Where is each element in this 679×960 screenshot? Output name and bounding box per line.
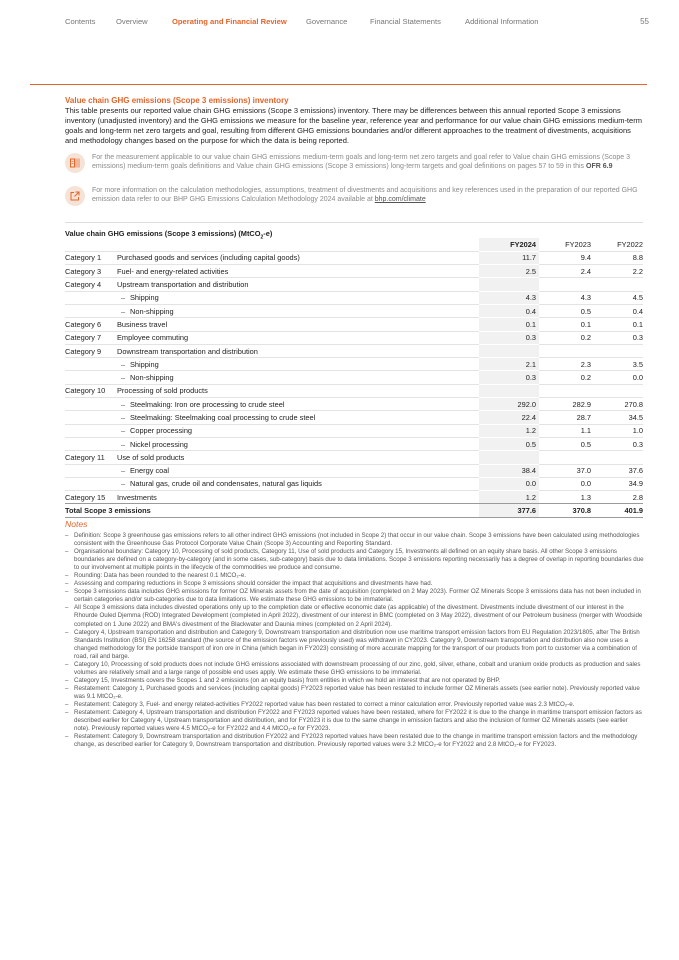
table-row — [65, 398, 643, 411]
row-category: Category 1 — [65, 251, 117, 264]
row-label: Upstream transportation and distribution — [117, 278, 479, 291]
value-fy2023: 28.7 — [539, 411, 591, 424]
value-fy2022: 34.5 — [591, 411, 643, 424]
row-label: – Non-shipping — [117, 371, 479, 384]
value-fy2024: 11.7 — [479, 251, 539, 264]
value-fy2024: 0.3 — [479, 331, 539, 344]
row-label: – Energy coal — [117, 464, 479, 477]
value-fy2024: 0.1 — [479, 318, 539, 331]
value-fy2022 — [591, 384, 643, 397]
table-row — [65, 318, 643, 331]
scope3-emissions-table — [65, 238, 643, 518]
row-category: Category 10 — [65, 384, 117, 397]
row-category — [65, 464, 117, 477]
row-label: Business travel — [117, 318, 479, 331]
row-label: Investments — [117, 491, 479, 504]
note-item: – Category 10, Processing of sold products does not include GHG emissions associated with downstream processing of our zinc, gold, silver, ethane, cobalt and uranium oxide products as production and sales volumes are relatively small and a large range of possible end uses apply. We estimate these GHG emissions to be immaterial. — [65, 661, 645, 677]
value-fy2024: 0.0 — [479, 477, 539, 490]
row-category — [65, 477, 117, 490]
note-item: – Category 4, Upstream transportation and distribution and Category 9, Downstream transportation and distribution now use maritime transport emission factors from EU Regulation 2023/1805, after The British Standards Institution (BSI) EN 16258 standard (the source of the emission factors we previously used) was withdrawn in CY2023. Category 9, Downstream transportation and distribution also now uses a changed methodology for the portside transport of iron ore in China (which began in FY2023) consisting of more accurate mapping for the transport of our products from port to customer via a combination of road, rail and barge. — [65, 629, 645, 661]
section-intro: This table presents our reported value chain GHG emissions (Scope 3 emissions) inventory. There may be differences between this annual reported Scope 3 emissions inventory (unadjusted inventory) and the GHG emissions we measure for the baseline year, reference year and performance for our value chain GHG emissions medium-term goals and long-term net zero targets and goal, resulting from different GHG emissions boundaries and/or different approaches to the treatment of divestments, acquisitions and methodology changes based on the purpose for which the data is being reported. — [65, 106, 642, 145]
value-fy2022: 37.6 — [591, 464, 643, 477]
row-label: Downstream transportation and distribution — [117, 344, 479, 357]
table-row — [65, 304, 643, 317]
value-fy2024: 1.2 — [479, 424, 539, 437]
value-fy2024: 2.5 — [479, 265, 539, 278]
row-category: Category 4 — [65, 278, 117, 291]
header-fy2023: FY2023 — [565, 239, 591, 249]
table-row — [65, 251, 643, 264]
row-category — [65, 358, 117, 371]
table-row — [65, 451, 643, 464]
table-row — [65, 411, 643, 424]
row-label: – Non-shipping — [117, 304, 479, 317]
value-fy2023 — [539, 344, 591, 357]
value-fy2024 — [479, 451, 539, 464]
callout-methodology-text: For more information on the calculation methodologies, assumptions, treatment of divestments and acquisitions and key references used in the preparation of our reported GHG emission data refer to our BHP GHG Emissions Calculation Methodology 2024 available at — [92, 187, 638, 204]
table-row — [65, 344, 643, 357]
row-category: Category 9 — [65, 344, 117, 357]
value-fy2023: 1.3 — [539, 491, 591, 504]
bhp-climate-link[interactable]: bhp.com/climate — [374, 196, 426, 204]
value-fy2022: 34.9 — [591, 477, 643, 490]
top-navigation — [65, 17, 649, 29]
table-header-row — [65, 238, 643, 251]
note-item: – Scope 3 emissions data includes GHG emissions for former OZ Minerals assets from the date of acquisition (completed on 2 May 2023). Former OZ Minerals Scope 3 emissions data has not been included in certain categories and/or sub-categories due to data limitations. We estimate these GHG emissions to be immaterial. — [65, 588, 645, 604]
row-label: – Steelmaking: Iron ore processing to crude steel — [117, 398, 479, 411]
value-fy2024: 1.2 — [479, 491, 539, 504]
table-row — [65, 424, 643, 437]
row-label: Purchased goods and services (including capital goods) — [117, 251, 479, 264]
note-item: – Definition: Scope 3 greenhouse gas emissions refers to all other indirect GHG emissions (not included in Scope 2) that occur in our value chain. Scope 3 emissions have been calculated using methodologies consistent with the Greenhouse Gas Protocol Corporate Value Chain (Scope 3) Accounting and Reporting Standard. — [65, 532, 645, 548]
nav-tab-financial-statements[interactable]: Financial Statements — [370, 17, 441, 26]
row-label: – Natural gas, crude oil and condensates, natural gas liquids — [117, 477, 479, 490]
header-rule — [30, 84, 647, 85]
value-fy2024: 22.4 — [479, 411, 539, 424]
page-number: 55 — [640, 17, 649, 26]
value-fy2024 — [479, 344, 539, 357]
note-item: – Category 15, Investments covers the Scopes 1 and 2 emissions (on an equity basis) from entities in which we hold an interest that are not operated by BHP. — [65, 677, 645, 685]
row-category: Category 7 — [65, 331, 117, 344]
callout-goals-text: For the measurement applicable to our value chain GHG emissions medium-term goals and long-term net zero targets and goal refer to Value chain GHG emissions (Scope 3 emissions) medium-term goals definitions and Value chain GHG emissions (Scope 3 emissions) long-term targets and goal definitions on pages 57 to 59 in this — [92, 154, 630, 171]
value-fy2022: 2.2 — [591, 265, 643, 278]
note-item: – Restatement: Category 4, Upstream transportation and distribution FY2022 and FY2023 reported values have been restated, where for FY2022 it is due to the change in maritime transport emission factors as described earlier for Category 4, Upstream transportation and distribution, and for FY2023 it is due to the same change in emission factors and also the inclusion of former OZ Minerals assets (see earlier note). Previously reported values were 4.5 MtCO₂-e for FY2022 and 4.4 MtCO₂-e for FY2023. — [65, 709, 645, 733]
value-fy2022: 0.3 — [591, 331, 643, 344]
row-category: Category 15 — [65, 491, 117, 504]
value-fy2023: 1.1 — [539, 424, 591, 437]
value-fy2023: 282.9 — [539, 398, 591, 411]
value-fy2023: 2.4 — [539, 265, 591, 278]
note-item: – Assessing and comparing reductions in Scope 3 emissions should consider the impact that acquisitions and divestments have had. — [65, 580, 645, 588]
header-fy2024: FY2024 — [479, 238, 539, 251]
section-divider — [65, 222, 643, 223]
note-item: – Restatement: Category 9, Downstream transportation and distribution FY2022 and FY2023 reported values have been restated due to the change in maritime transport emission factors and the methodology change, as described earlier for Category 9, Downstream transportation and distribution. Previously reported values were 3.2 MtCO₂-e for FY2022 and 2.8 MtCO₂-e for FY2023. — [65, 733, 645, 749]
table-row — [65, 331, 643, 344]
table-row — [65, 291, 643, 304]
total-fy2022: 401.9 — [591, 504, 643, 517]
value-fy2024: 2.1 — [479, 358, 539, 371]
value-fy2022 — [591, 344, 643, 357]
value-fy2023: 4.3 — [539, 291, 591, 304]
value-fy2024: 0.3 — [479, 371, 539, 384]
value-fy2024 — [479, 278, 539, 291]
note-item: – Organisational boundary: Category 10, Processing of sold products, Category 11, Use of sold products and Category 15, Investments all defined on an equity share basis. All other Scope 3 emissions boundaries are defined on a category-by-category (and in some cases, sub-category) basis due to data limitations. Scope 3 emissions reporting necessarily has a degree of overlap in reporting boundaries due to our involvement at multiple points in the lifecycle of the commodities we produce and consume. — [65, 548, 645, 572]
total-row — [65, 504, 643, 517]
value-fy2022: 3.5 — [591, 358, 643, 371]
table-row — [65, 477, 643, 490]
table-row — [65, 358, 643, 371]
value-fy2023 — [539, 451, 591, 464]
nav-tab-additional-information[interactable]: Additional Information — [465, 17, 539, 26]
value-fy2024: 38.4 — [479, 464, 539, 477]
total-fy2023: 370.8 — [539, 504, 591, 517]
external-link-icon — [65, 186, 85, 206]
row-label: Use of sold products — [117, 451, 479, 464]
value-fy2022: 1.0 — [591, 424, 643, 437]
value-fy2023: 0.5 — [539, 437, 591, 450]
value-fy2022: 4.5 — [591, 291, 643, 304]
nav-tab-overview[interactable]: Overview — [116, 17, 148, 26]
value-fy2023: 0.1 — [539, 318, 591, 331]
row-category: Category 3 — [65, 265, 117, 278]
nav-tab-contents[interactable]: Contents — [65, 17, 96, 26]
row-category — [65, 371, 117, 384]
row-label: Fuel- and energy-related activities — [117, 265, 479, 278]
row-category — [65, 304, 117, 317]
value-fy2024 — [479, 384, 539, 397]
nav-tab-operating-financial-review[interactable]: Operating and Financial Review — [172, 17, 287, 26]
row-label: Processing of sold products — [117, 384, 479, 397]
value-fy2023: 37.0 — [539, 464, 591, 477]
value-fy2023: 2.3 — [539, 358, 591, 371]
value-fy2024: 292.0 — [479, 398, 539, 411]
table-row — [65, 437, 643, 450]
note-item: – Restatement: Category 1, Purchased goods and services (including capital goods) FY2023 reported value has been restated to include former OZ Minerals assets (see earlier note). Previously reported value was 9.1 MtCO₂-e. — [65, 685, 645, 701]
row-category: Category 11 — [65, 451, 117, 464]
row-category — [65, 437, 117, 450]
row-category: Category 6 — [65, 318, 117, 331]
value-fy2022: 0.3 — [591, 437, 643, 450]
value-fy2023: 9.4 — [539, 251, 591, 264]
table-row — [65, 491, 643, 504]
row-category — [65, 398, 117, 411]
value-fy2023: 0.5 — [539, 304, 591, 317]
value-fy2022 — [591, 278, 643, 291]
value-fy2022: 270.8 — [591, 398, 643, 411]
value-fy2022: 8.8 — [591, 251, 643, 264]
row-label: – Copper processing — [117, 424, 479, 437]
value-fy2022: 0.1 — [591, 318, 643, 331]
value-fy2023 — [539, 278, 591, 291]
section-title: Value chain GHG emissions (Scope 3 emissions) inventory — [65, 96, 289, 105]
value-fy2024: 0.4 — [479, 304, 539, 317]
value-fy2022: 0.0 — [591, 371, 643, 384]
row-label: – Shipping — [117, 358, 479, 371]
table-row — [65, 265, 643, 278]
row-label: – Steelmaking: Steelmaking coal processing to crude steel — [117, 411, 479, 424]
notes-title: Notes — [65, 519, 88, 529]
value-fy2023: 0.2 — [539, 331, 591, 344]
row-label: Employee commuting — [117, 331, 479, 344]
value-fy2022: 0.4 — [591, 304, 643, 317]
header-fy2022: FY2022 — [617, 239, 643, 249]
row-label: – Shipping — [117, 291, 479, 304]
table-row — [65, 464, 643, 477]
value-fy2023: 0.0 — [539, 477, 591, 490]
note-item: – Rounding: Data has been rounded to the nearest 0.1 MtCO₂-e. — [65, 572, 645, 580]
callout-goals-definitions — [65, 153, 645, 181]
table-row — [65, 384, 643, 397]
value-fy2024: 0.5 — [479, 437, 539, 450]
book-icon — [65, 153, 85, 173]
ofr-reference-link[interactable]: OFR 6.9 — [586, 163, 613, 171]
table-row — [65, 278, 643, 291]
row-category — [65, 424, 117, 437]
row-label: – Nickel processing — [117, 437, 479, 450]
callout-methodology — [65, 186, 645, 208]
value-fy2024: 4.3 — [479, 291, 539, 304]
note-item: – All Scope 3 emissions data includes divested operations only up to the completion date or effective economic date (as applicable) of the divestment. Divestments include divestment of our interest in the Rhourde Ouled Djemma (ROD) Integrated Development (completed in April 2022), divestment of our interest in BMC (completed on 3 May 2022), divestment of our Petroleum business (merger with Woodside completed on 1 June 2022) and BMA's divestment of the Blackwater and Daunia mines (completed on 2 April 2024). — [65, 604, 645, 628]
value-fy2023 — [539, 384, 591, 397]
row-category — [65, 411, 117, 424]
value-fy2022: 2.8 — [591, 491, 643, 504]
table-row — [65, 371, 643, 384]
note-item: – Restatement: Category 3, Fuel- and energy related-activities FY2022 reported value has been restated to correct a minor calculation error. Previously reported value was 2.3 MtCO₂-e. — [65, 701, 645, 709]
row-category — [65, 291, 117, 304]
nav-tab-governance[interactable]: Governance — [306, 17, 348, 26]
value-fy2023: 0.2 — [539, 371, 591, 384]
table-title: Value chain GHG emissions (Scope 3 emissions) (MtCO$_2$-e) — [65, 229, 273, 241]
notes-list — [65, 532, 645, 749]
total-fy2024: 377.6 — [479, 504, 539, 517]
total-label: Total Scope 3 emissions — [65, 504, 479, 517]
value-fy2022 — [591, 451, 643, 464]
